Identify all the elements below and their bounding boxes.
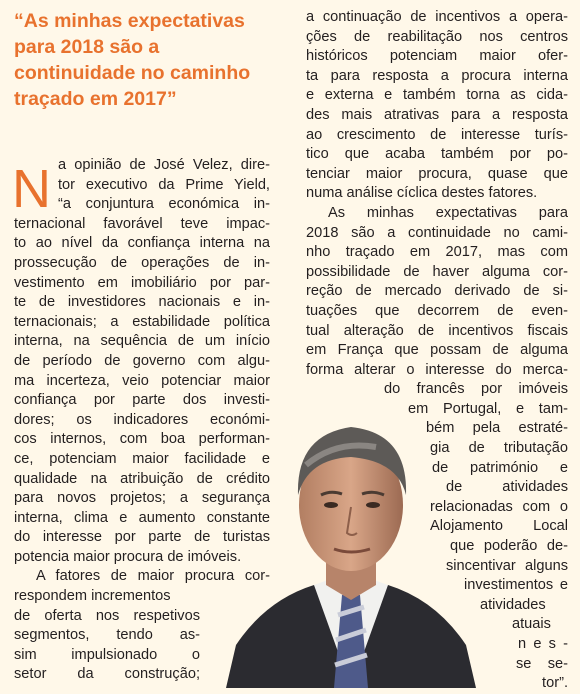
body-line: ções de reabilitação nos centros [306,28,568,45]
body-line: tual alteração de incentivos fiscais [306,322,568,339]
body-line: ce, potenciam maior facilidade e [14,450,270,467]
body-line: sincentivar alguns [446,557,568,574]
body-line: tuações que decorrem de even- [306,302,568,319]
body-line: atuais [512,616,551,633]
body-line: interna, clima e aumento constante [14,509,270,526]
article-headline: “As minhas expectativas para 2018 são a continuidade no caminho traçado em 2017” [14,10,251,110]
body-line: segmentos, tendo as- [14,627,200,644]
body-line: possibilidade de haver alguma cor- [306,263,568,280]
body-line: n e s - [518,636,568,652]
body-line: As minhas expectativas para [328,204,568,221]
body-line: nho traçado em 2017, mas com [306,244,568,261]
body-line: ternacional favorável teve impac- [14,215,270,232]
body-line: 2018 são a continuidade no cami- [306,224,568,241]
body-line: tenciar maior procura, quase que [306,165,568,182]
body-line: de oferta nos respetivos [14,607,200,624]
portrait-photo [226,395,476,688]
body-line: em Portugal, e tam- [408,400,568,417]
body-line: confiança por parte dos investi- [14,392,270,409]
body-line: de património e [432,459,568,476]
body-line: e externa e também torna as cida- [306,87,568,104]
body-line: se se- [516,655,568,672]
body-line: bém pela estraté- [426,420,568,437]
drop-cap: N [12,159,51,219]
body-line: setor da construção; [14,666,200,683]
body-line: des mais atrativas para a resposta [306,106,568,123]
body-line: sim impulsionado o [14,646,200,663]
body-line: que poderão de- [450,538,568,555]
body-line: do interesse por parte de turistas [14,529,270,546]
body-line: interna, na sequência de um início [14,333,270,350]
body-line: de atividades [446,479,568,496]
body-line: ma incerteza, veio potenciar maior [14,372,270,389]
body-line: respondem incrementos [14,588,171,605]
body-line: vestimento em imobiliário por par- [14,274,270,291]
body-line: numa análise cíclica destes fatores. [306,185,538,202]
body-line: do francês por imóveis [384,381,568,398]
body-line: atividades [480,596,546,613]
body-line: tico que acaba também por po- [306,146,568,163]
body-line: ao crescimento de interesse turís- [306,126,568,143]
body-line: ta para resposta a procura interna [306,67,568,84]
body-line: cos internos, com boa performan- [14,431,270,448]
body-line: potencia maior procura de imóveis. [14,548,242,565]
body-line: ternacionais; a estabilidade política [14,313,270,330]
body-line: Alojamento Local [430,518,568,535]
body-line: gia de tributação [430,440,568,457]
body-line: tor executivo da Prime Yield, [58,176,270,193]
body-line: forma alterar o interesse do merca- [306,361,568,378]
body-line: dores; os indicadores económi- [14,411,270,428]
body-line: de período de governo com algu- [14,352,270,369]
body-line: to ao nível da confiança interna na [14,235,270,252]
body-line: para novos projetos; a segurança [14,490,270,507]
body-line: te de investidores nacionais e in- [14,294,270,311]
body-line: prossecução de operações de in- [14,254,270,271]
body-line: reção de mercado derivado de si- [306,283,568,300]
body-line: em França que possam de alguma [306,342,568,359]
body-line: históricos potenciam maior ofer- [306,48,568,65]
body-line: qualidade na atribuição de crédito [14,470,270,487]
body-line: investimentos e [464,577,568,594]
body-line: relacionadas com o [430,498,568,515]
body-line: a continuação de incentivos a opera- [306,9,568,25]
body-line: “a conjuntura económica in- [58,196,270,213]
body-line: tor”. [542,675,568,692]
body-line: A fatores de maior procura cor- [36,568,270,585]
body-line: a opinião de José Velez, dire- [58,157,270,173]
